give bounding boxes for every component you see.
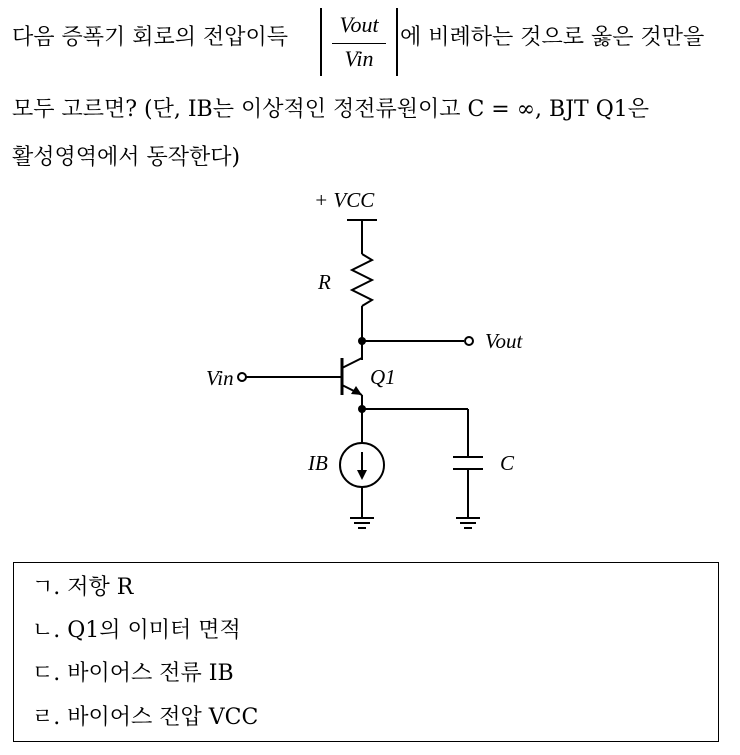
gain-ratio-abs [320, 8, 398, 76]
question-line-1-after [400, 20, 704, 51]
question-line-2 [12, 92, 649, 123]
resistor-r [352, 254, 372, 306]
amplifier-circuit [180, 180, 560, 550]
question-line-1-text: 다음 증폭기 회로의 전압이득 [12, 25, 289, 50]
ratio-numerator-text: Vout [339, 12, 379, 37]
option-1-text: 저항 R [67, 575, 134, 600]
c-label: C [500, 451, 515, 475]
option-1 [32, 570, 133, 601]
current-source-arrow-head [357, 470, 367, 480]
option-3 [32, 656, 234, 687]
bjt-collector-lead [342, 358, 362, 368]
question-line-2-text: 모두 고르면? (단, IB는 이상적인 정전류원이고 C = ∞, BJT Q1은 [12, 97, 649, 122]
ib-label: IB [308, 451, 328, 475]
option-4-mark: ㄹ. [32, 705, 61, 730]
option-3-text: 바이어스 전류 IB [67, 661, 234, 686]
question-line-1-after-text: 에 비례하는 것으로 옳은 것만을 [400, 25, 705, 50]
option-2-mark: ㄴ. [32, 618, 61, 643]
vout-label: Vout [485, 329, 523, 353]
option-4-text: 바이어스 전압 VCC [67, 705, 259, 730]
vin-label: Vin [206, 366, 234, 390]
option-1-mark: ㄱ. [32, 575, 61, 600]
fraction-bar [332, 43, 386, 44]
vin-terminal [238, 373, 246, 381]
ratio-numerator [322, 12, 396, 38]
question-line-3-text: 활성영역에서 동작한다) [12, 145, 241, 170]
option-4 [32, 700, 258, 731]
q-label: Q1 [370, 365, 396, 389]
ratio-denominator-text: Vin [344, 46, 374, 71]
ratio-denominator [322, 46, 396, 72]
question-line-3 [12, 140, 240, 171]
r-label: R [318, 270, 331, 294]
vout-terminal [465, 337, 473, 345]
node-emitter [358, 405, 366, 413]
option-2 [32, 613, 241, 644]
option-2-text: Q1의 이미터 면적 [67, 618, 241, 643]
question-line-1 [12, 20, 288, 51]
option-3-mark: ㄷ. [32, 661, 61, 686]
node-collector [358, 337, 366, 345]
vcc-label: + VCC [314, 188, 375, 212]
